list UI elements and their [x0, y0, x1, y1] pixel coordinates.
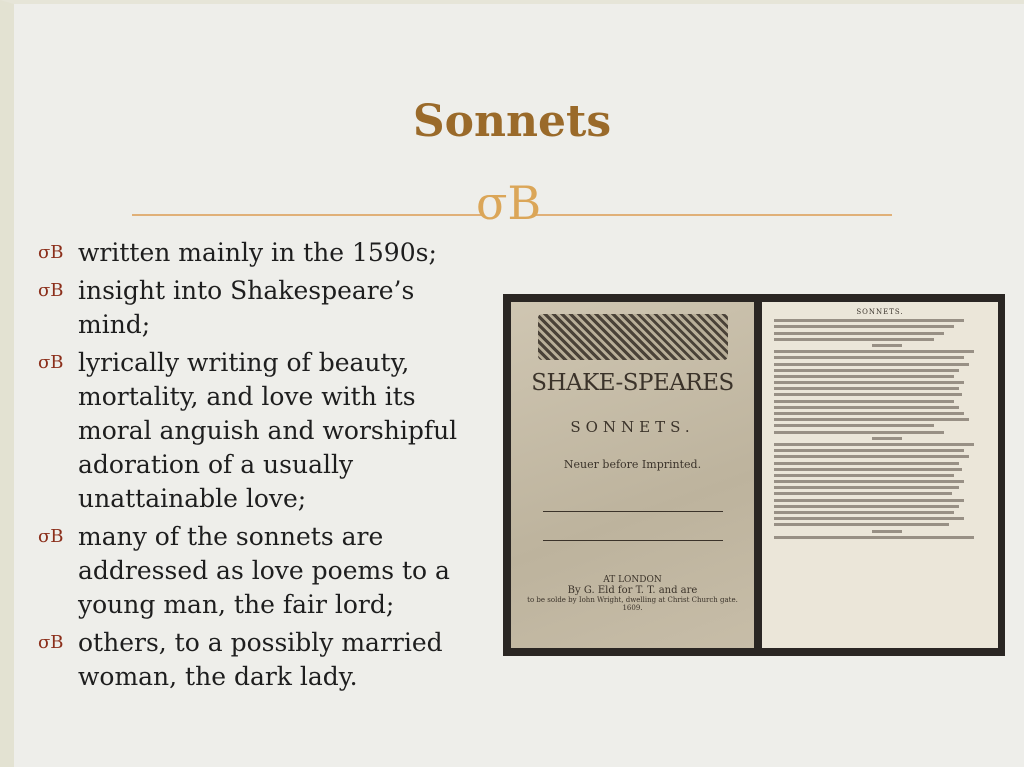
- text-line: [774, 523, 949, 526]
- text-line: [774, 325, 954, 328]
- title-divider-left: [132, 214, 482, 216]
- title-divider-right: [536, 214, 892, 216]
- text-line: [774, 455, 969, 458]
- list-item: [38, 236, 478, 270]
- text-line: [872, 530, 902, 533]
- bullet-icon: σΒ: [38, 632, 64, 653]
- title-page-title: SONNETS.: [570, 418, 695, 436]
- text-line: [774, 424, 934, 427]
- bullet-text: lyrically writing of beauty, mortality, and love with its moral anguish and worshipful adoration of a usually unattainable love;: [78, 348, 458, 513]
- text-line: [774, 449, 964, 452]
- text-line: [774, 431, 944, 434]
- bullet-text: many of the sonnets are addressed as love poems to a young man, the fair lord;: [78, 522, 450, 619]
- list-item: [38, 520, 478, 622]
- text-line: [774, 418, 969, 421]
- text-line: [774, 332, 944, 335]
- title-page-printer: By G. Eld for T. T. and are: [567, 585, 698, 596]
- text-line: [774, 536, 974, 539]
- bullet-list: [38, 236, 478, 698]
- title-page-place: AT LONDON: [603, 575, 662, 585]
- title-page-author: SHAKE-SPEARES: [531, 370, 734, 396]
- text-line: [774, 474, 954, 477]
- text-line: [774, 406, 959, 409]
- list-item: [38, 274, 478, 342]
- text-line: [774, 375, 954, 378]
- text-line: [774, 319, 964, 322]
- rule-line: [543, 540, 723, 541]
- bullet-icon: σΒ: [38, 352, 64, 373]
- list-item: [38, 346, 478, 516]
- text-line: [774, 387, 959, 390]
- bullet-icon: σΒ: [38, 280, 64, 301]
- title-page: [511, 302, 754, 648]
- slide-title: Sonnets: [412, 96, 612, 147]
- rule-line: [543, 511, 723, 512]
- text-line: [774, 492, 952, 495]
- text-line: [774, 505, 959, 508]
- sonnets-book-photo: [503, 294, 1005, 656]
- text-line: [774, 462, 959, 465]
- text-line: [774, 393, 962, 396]
- text-line: [774, 338, 934, 341]
- text-line: [774, 468, 962, 471]
- title-page-year: 1609.: [622, 604, 643, 612]
- bullet-text: others, to a possibly married woman, the dark lady.: [78, 628, 443, 691]
- text-line: [774, 511, 954, 514]
- text-page: [762, 302, 998, 648]
- text-line: [774, 369, 959, 372]
- text-line: [774, 356, 964, 359]
- text-line: [774, 412, 964, 415]
- bullet-icon: σΒ: [38, 526, 64, 547]
- ornament-icon: σΒ: [476, 176, 542, 230]
- text-page-header: SONNETS.: [856, 308, 904, 316]
- text-line: [774, 480, 964, 483]
- woodcut-ornament: [538, 314, 728, 360]
- text-lines: [762, 319, 998, 539]
- text-line: [774, 443, 974, 446]
- text-line: [774, 499, 964, 502]
- text-line: [774, 350, 974, 353]
- text-line: [872, 437, 902, 440]
- list-item: [38, 626, 478, 694]
- bullet-text: insight into Shakespeare’s mind;: [78, 276, 415, 339]
- text-line: [774, 400, 954, 403]
- title-page-subtitle: Neuer before Imprinted.: [563, 458, 702, 471]
- title-page-seller: to be solde by Iohn Wright, dwelling at Christ Church gate.: [527, 596, 738, 604]
- text-line: [774, 517, 964, 520]
- text-line: [872, 344, 902, 347]
- text-line: [774, 486, 959, 489]
- text-line: [774, 381, 964, 384]
- bullet-text: written mainly in the 1590s;: [78, 238, 437, 267]
- text-line: [774, 363, 969, 366]
- bullet-icon: σΒ: [38, 242, 64, 263]
